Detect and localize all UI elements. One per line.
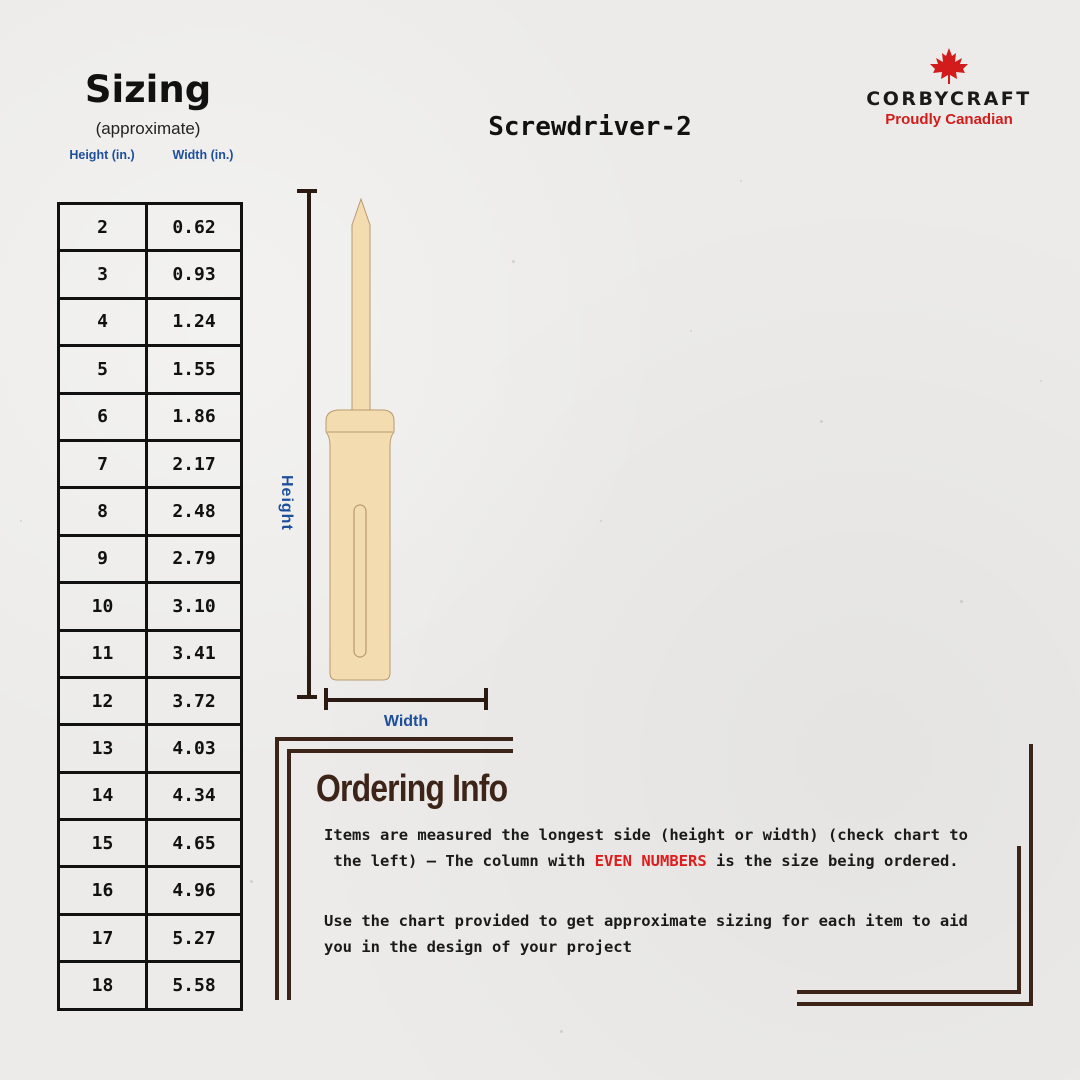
product-title: Screwdriver-2 [488, 112, 692, 142]
width-cell: 1.24 [147, 298, 242, 345]
brand-tagline: Proudly Canadian [885, 111, 1013, 128]
width-cell: 3.72 [147, 677, 242, 724]
ordering-info-title: Ordering Info [316, 768, 508, 810]
width-cell: 3.10 [147, 583, 242, 630]
width-cell: 2.79 [147, 535, 242, 582]
width-cell: 4.96 [147, 867, 242, 914]
height-cell: 16 [59, 867, 147, 914]
width-cell: 0.62 [147, 204, 242, 251]
height-cell: 14 [59, 772, 147, 819]
height-cell: 5 [59, 346, 147, 393]
width-cell: 1.55 [147, 346, 242, 393]
sizing-subtitle: (approximate) [95, 119, 201, 138]
even-numbers-highlight: EVEN NUMBERS [594, 852, 707, 870]
ordering-info-paragraph-1 [316, 822, 976, 874]
height-cell: 18 [59, 962, 147, 1009]
height-cell: 3 [59, 251, 147, 298]
width-cell: 2.17 [147, 440, 242, 487]
height-cell: 10 [59, 583, 147, 630]
sizing-title: Sizing [84, 68, 212, 111]
width-cell: 1.86 [147, 393, 242, 440]
width-cell: 5.27 [147, 914, 242, 961]
ordering-text: is the size being ordered. [706, 852, 959, 870]
width-cell: 5.58 [147, 962, 242, 1009]
width-column-header: Width (in.) [172, 148, 234, 162]
height-cell: 13 [59, 725, 147, 772]
height-cell: 15 [59, 820, 147, 867]
height-cell: 7 [59, 440, 147, 487]
width-cell: 4.34 [147, 772, 242, 819]
width-cell: 2.48 [147, 488, 242, 535]
width-cell: 3.41 [147, 630, 242, 677]
width-cell: 4.03 [147, 725, 242, 772]
ordering-text: Items are measured the longest side (height or width) (check chart to the left) – The column with [324, 826, 968, 870]
height-cell: 11 [59, 630, 147, 677]
width-cell: 4.65 [147, 820, 242, 867]
brand-name: CORBYCRAFT [866, 88, 1032, 110]
height-column-header: Height (in.) [69, 148, 135, 162]
width-cell: 0.93 [147, 251, 242, 298]
height-cell: 4 [59, 298, 147, 345]
height-cell: 9 [59, 535, 147, 582]
width-label: Width [383, 713, 429, 730]
height-cell: 2 [59, 204, 147, 251]
height-cell: 17 [59, 914, 147, 961]
ordering-info-paragraph-2: Use the chart provided to get approximate sizing for each item to aid you in the design of your project [324, 912, 968, 956]
height-label: Height [278, 475, 295, 531]
height-cell: 8 [59, 488, 147, 535]
height-cell: 6 [59, 393, 147, 440]
height-cell: 12 [59, 677, 147, 724]
